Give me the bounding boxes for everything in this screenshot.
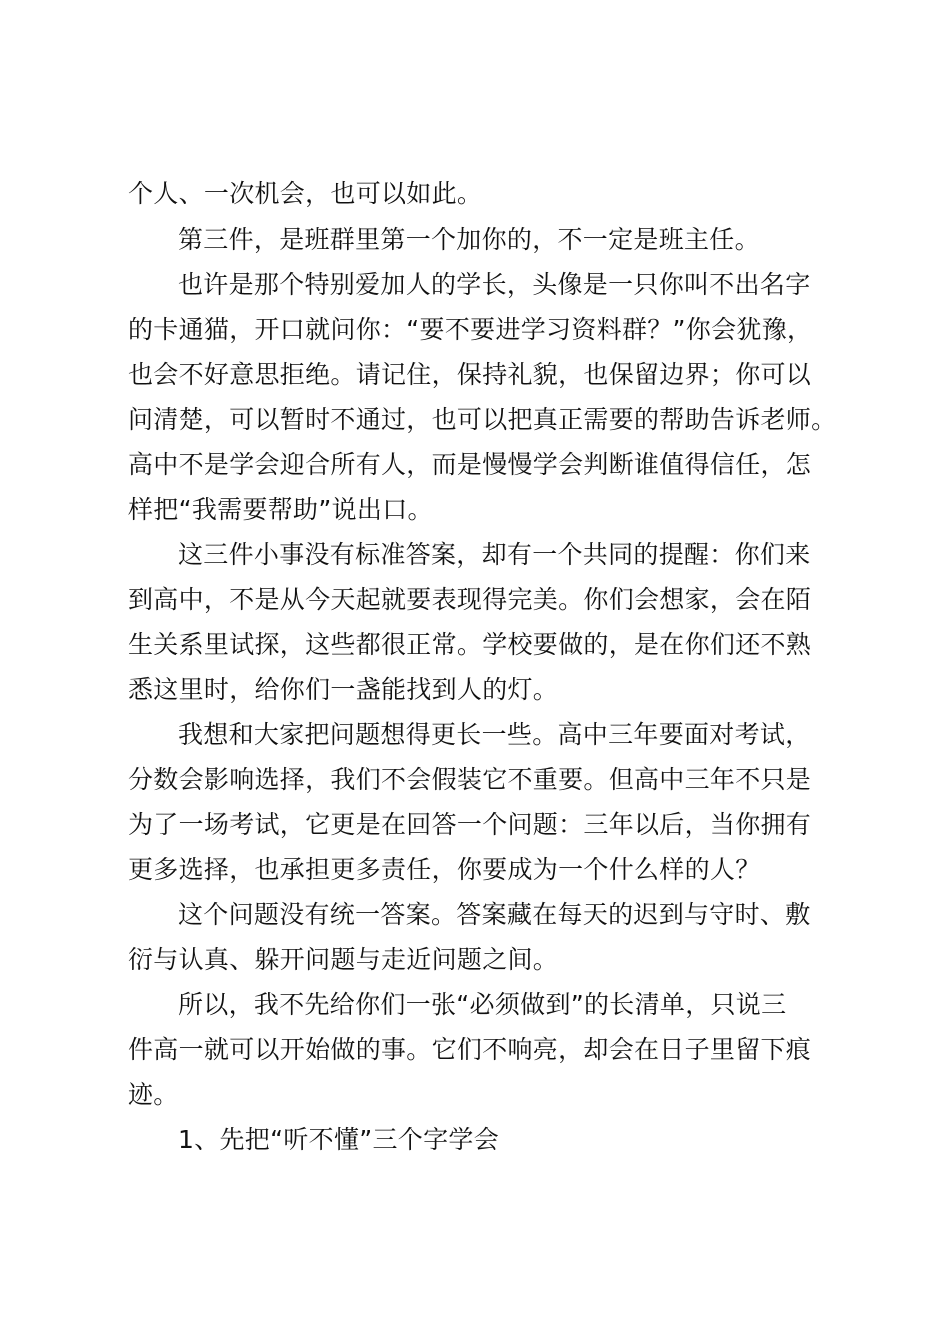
paragraph-start: 也许是那个特别爱加人的学长，头像是一只你叫不出名字 <box>178 270 811 299</box>
text-line: 生关系里试探，这些都很正常。学校要做的，是在你们还不熟 <box>128 630 812 659</box>
text-line: 样把“我需要帮助”说出口。 <box>128 495 433 524</box>
text-line: 件高一就可以开始做的事。它们不响亮，却会在日子里留下痕 <box>128 1035 812 1064</box>
paragraph-start: 所以，我不先给你们一张“必须做到”的长清单，只说三 <box>178 990 787 1019</box>
text-line: 为了一场考试，它更是在回答一个问题：三年以后，当你拥有 <box>128 810 812 839</box>
text-line: 悉这里时，给你们一盏能找到人的灯。 <box>128 675 559 704</box>
text-line: 迹。 <box>128 1080 179 1109</box>
section-heading: 1、先把“听不懂”三个字学会 <box>178 1125 500 1154</box>
text-line: 衍与认真、躲开问题与走近问题之间。 <box>128 945 559 974</box>
text-line: 更多选择，也承担更多责任，你要成为一个什么样的人？ <box>128 855 761 884</box>
text-line: 也会不好意思拒绝。请记住，保持礼貌，也保留边界；你可以 <box>128 360 812 389</box>
text-line: 问清楚，可以暂时不通过，也可以把真正需要的帮助告诉老师。 <box>128 405 837 434</box>
paragraph-start: 这三件小事没有标准答案，却有一个共同的提醒：你们来 <box>178 540 811 569</box>
text-line: 到高中，不是从今天起就要表现得完美。你们会想家，会在陌 <box>128 585 812 614</box>
text-line: 分数会影响选择，我们不会假装它不重要。但高中三年不只是 <box>128 765 812 794</box>
text-line: 的卡通猫，开口就问你：“要不要进学习资料群？”你会犹豫， <box>128 315 813 344</box>
paragraph-start: 这个问题没有统一答案。答案藏在每天的迟到与守时、敷 <box>178 900 811 929</box>
text-line: 高中不是学会迎合所有人，而是慢慢学会判断谁值得信任，怎 <box>128 450 812 479</box>
paragraph-start: 第三件，是班群里第一个加你的，不一定是班主任。 <box>178 225 760 254</box>
paragraph-start: 我想和大家把问题想得更长一些。高中三年要面对考试， <box>178 720 811 749</box>
text-line: 个人、一次机会，也可以如此。 <box>128 179 483 208</box>
